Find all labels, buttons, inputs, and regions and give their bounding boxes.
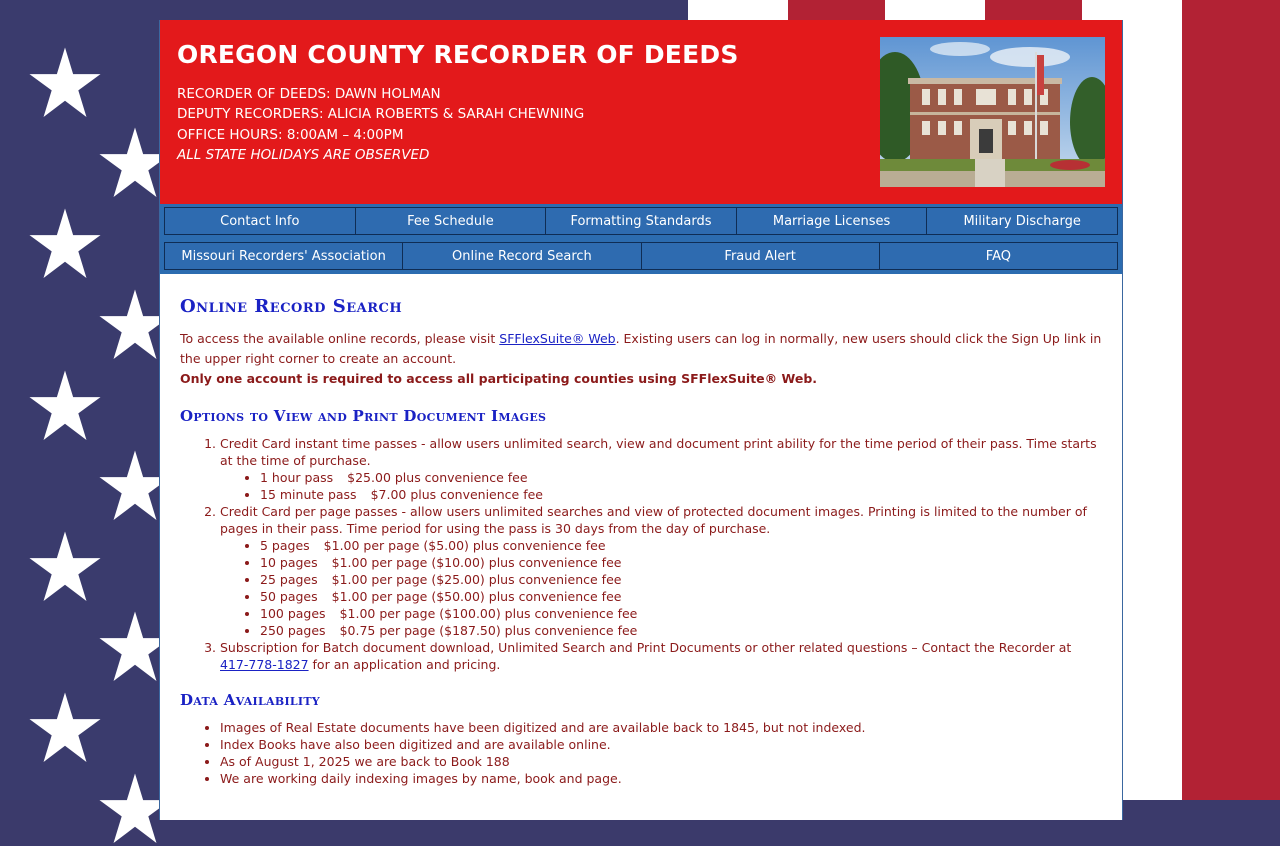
star-icon <box>28 369 102 443</box>
nav-online-record-search[interactable]: Online Record Search <box>403 242 641 270</box>
option-item <box>220 435 1102 503</box>
courthouse-photo <box>880 37 1105 187</box>
deputy-recorders: DEPUTY RECORDERS: ALICIA ROBERTS & SARAH CHEWNING <box>177 106 585 122</box>
star-icon <box>28 46 102 120</box>
nav-military-discharge[interactable]: Military Discharge <box>927 207 1118 235</box>
availability-item: • We are working daily indexing images by name, book and page. <box>220 770 1102 787</box>
nav-marriage-licenses[interactable]: Marriage Licenses <box>737 207 928 235</box>
sfflexsuite-link[interactable]: SFFlexSuite® Web <box>499 331 616 346</box>
price-label: 100 pages <box>260 606 326 621</box>
nav-row-1 <box>164 207 1118 235</box>
recorder-name: RECORDER OF DEEDS: DAWN HOLMAN <box>177 86 441 102</box>
page-title: Online Record Search <box>180 296 403 317</box>
availability-list <box>180 719 1102 787</box>
availability-item: • Images of Real Estate documents have been digitized and are available back to 1845, but not indexed. <box>220 719 1102 736</box>
price-label: 25 pages <box>260 572 318 587</box>
price-item <box>260 571 1102 588</box>
site-header <box>160 20 1122 203</box>
intro-text: To access the available online records, please visit <box>180 331 500 346</box>
price-label: 1 hour pass <box>260 470 334 485</box>
price-item <box>260 537 1102 554</box>
availability-item: • As of August 1, 2025 we are back to Book 188 <box>220 753 1102 770</box>
option-3-text: Subscription for Batch document download, Unlimited Search and Print Documents or other related questions – Contact the Recorder at <box>220 640 1072 655</box>
option-3-text-end: for an application and pricing. <box>308 657 501 672</box>
options-list <box>180 435 1102 673</box>
price-value: $7.00 plus convenience fee <box>370 487 543 502</box>
price-item <box>260 469 1102 486</box>
options-heading: Options to View and Print Document Images <box>180 407 547 425</box>
price-item <box>260 622 1102 639</box>
star-icon <box>28 530 102 604</box>
nav-fraud-alert[interactable]: Fraud Alert <box>642 242 880 270</box>
price-value: $1.00 per page ($50.00) plus convenience fee <box>331 589 622 604</box>
price-value: $1.00 per page ($100.00) plus convenience fee <box>339 606 638 621</box>
price-value: $25.00 plus convenience fee <box>347 470 528 485</box>
intro-text-continued: . Existing users can log in normally, new users should click the Sign Up link in the upper right corner to create an account. <box>180 331 1102 366</box>
star-icon <box>28 691 102 765</box>
star-icon <box>28 207 102 281</box>
price-item <box>260 588 1102 605</box>
holidays-note: ALL STATE HOLIDAYS ARE OBSERVED <box>177 147 430 163</box>
option-2-prices <box>220 537 1102 639</box>
nav-fee-schedule[interactable]: Fee Schedule <box>356 207 547 235</box>
price-item <box>260 486 1102 503</box>
price-value: $1.00 per page ($10.00) plus convenience fee <box>331 555 622 570</box>
price-value: $1.00 per page ($25.00) plus convenience fee <box>331 572 622 587</box>
option-1-text: Credit Card instant time passes - allow users unlimited search, view and document print ability for the time period of their pass. Time starts at the time of purchase. <box>220 436 1097 468</box>
option-1-prices <box>220 469 1102 503</box>
price-label: 50 pages <box>260 589 318 604</box>
option-2-text: Credit Card per page passes - allow users unlimited searches and view of protected document images. Printing is limited to the number of pages in their pass. Time period for using the pass is 30 days from the day of purchase. <box>220 504 1087 536</box>
availability-item: • Index Books have also been digitized and are available online. <box>220 736 1102 753</box>
site-title: OREGON COUNTY RECORDER OF DEEDS <box>177 40 739 69</box>
price-item <box>260 605 1102 622</box>
office-hours: OFFICE HOURS: 8:00AM – 4:00PM <box>177 127 404 143</box>
page-container <box>159 20 1123 820</box>
flag-stripe <box>1182 0 1280 800</box>
nav-faq[interactable]: FAQ <box>880 242 1118 270</box>
nav-missouri-recorders-association[interactable]: Missouri Recorders' Association <box>164 242 403 270</box>
main-content <box>160 296 1122 787</box>
option-item <box>220 639 1102 673</box>
price-label: 10 pages <box>260 555 318 570</box>
availability-heading: Data Availability <box>180 691 321 709</box>
main-navigation <box>160 203 1122 274</box>
price-label: 5 pages <box>260 538 310 553</box>
nav-formatting-standards[interactable]: Formatting Standards <box>546 207 737 235</box>
price-item <box>260 554 1102 571</box>
nav-row-2 <box>164 242 1118 270</box>
intro-paragraph <box>180 329 1102 369</box>
intro-bold-note: Only one account is required to access all participating counties using SFFlexSuite® Web. <box>180 371 818 386</box>
option-item <box>220 503 1102 639</box>
nav-contact-info[interactable]: Contact Info <box>164 207 356 235</box>
recorder-phone-link[interactable]: 417-778-1827 <box>220 657 309 672</box>
price-value: $0.75 per page ($187.50) plus convenience fee <box>339 623 638 638</box>
price-label: 250 pages <box>260 623 326 638</box>
price-value: $1.00 per page ($5.00) plus convenience fee <box>323 538 606 553</box>
price-label: 15 minute pass <box>260 487 357 502</box>
